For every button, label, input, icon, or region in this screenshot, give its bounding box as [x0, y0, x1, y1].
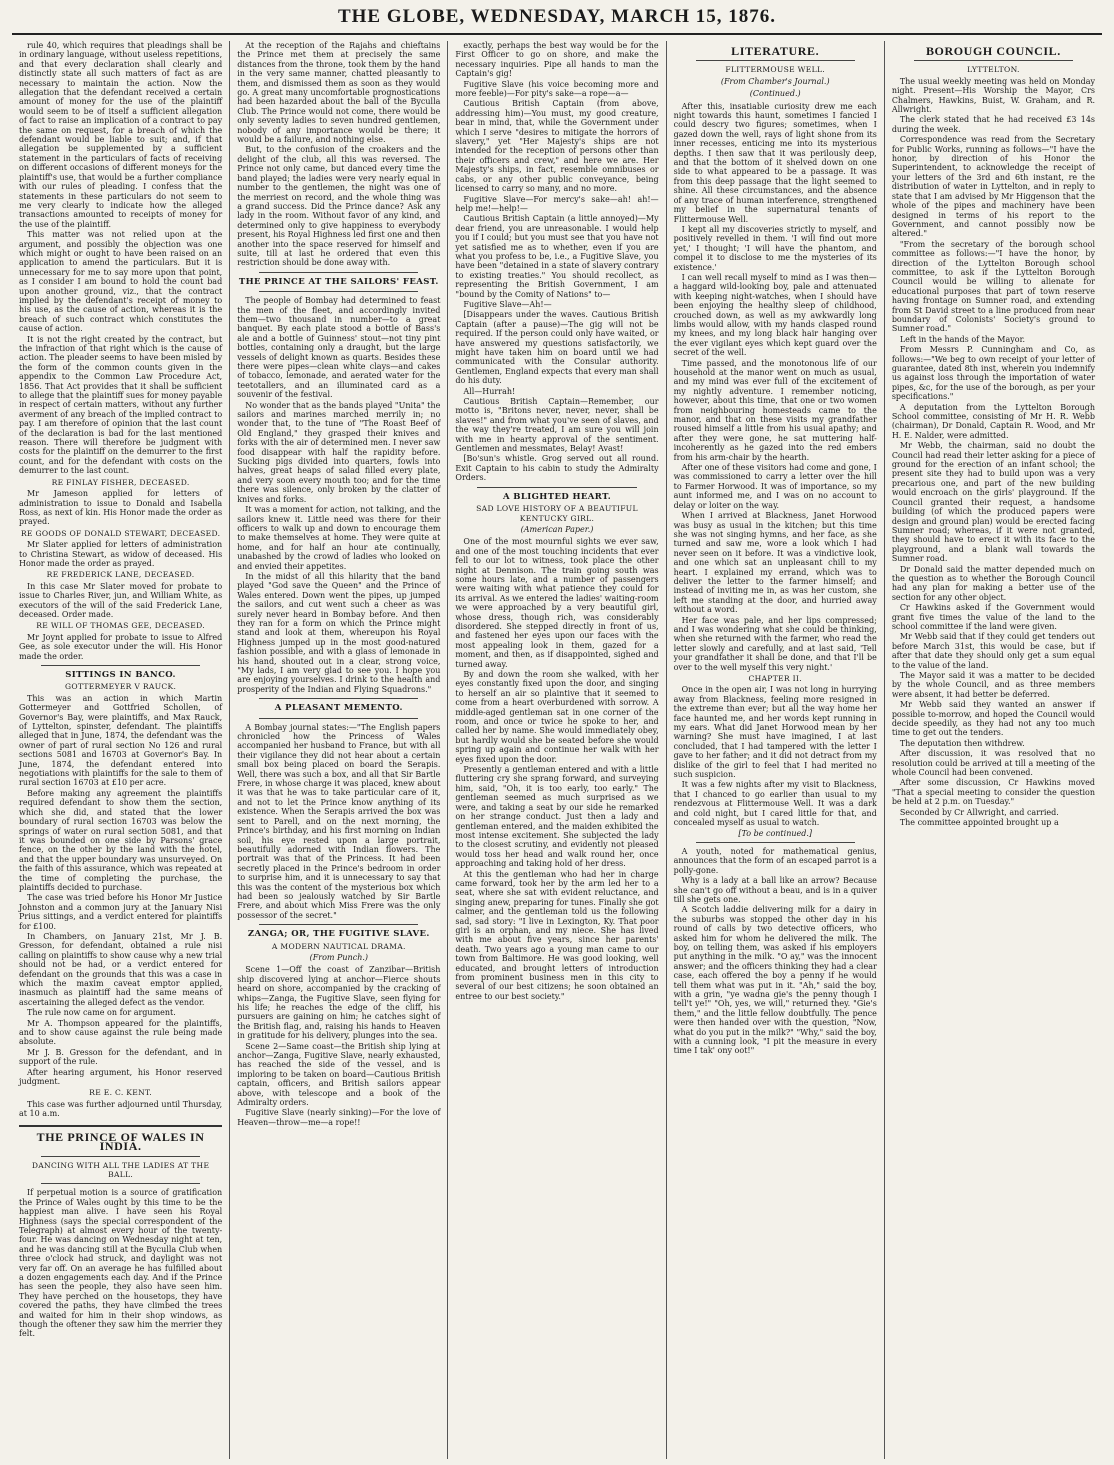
masthead-title: THE GLOBE, WEDNESDAY, MARCH 15, 1876.: [12, 6, 1102, 35]
section-heading-memento: A PLEASANT MEMENTO.: [274, 703, 403, 714]
section-heading-blighted-heart: A BLIGHTED HEART.: [502, 491, 612, 502]
article-paragraph: Scene 2—Same coast—the British ship lying at anchor—Zanga, Fugitive Slave, nearly exhausted, has reached the side of the vessel, and is imploring to be taken on board—Cautious British captain, officers, and British sailors appear above, with telescope and a book of the Admiralty orders.: [237, 1041, 441, 1108]
divider: [41, 1183, 200, 1184]
subheading-love-history: SAD LOVE HISTORY OF A BEAUTIFUL KENTUCKY GIRL.: [476, 504, 638, 523]
article-paragraph: Once in the open air, I was not long in hurrying away from Blackness, feeling more resigned in the extreme than ever; but all the way home her face haunted me, and her words kept running in my ears. What did Janet Horwood mean by her warning? She must have imagined, I at last concluded, that I had tampered with the letter I gave to her father; and it did not detract from my dislike of the girl to feel that I had merited no such suspicion.: [673, 685, 877, 780]
source-line: (From Chamber's Journal.): [720, 76, 830, 86]
article-paragraph: All—Hurrah!: [463, 386, 516, 396]
headline-prince-of-wales: THE PRINCE OF WALES IN INDIA.: [36, 1129, 205, 1154]
source-line: (From Punch.): [309, 952, 369, 962]
article-paragraph: This was an action in which Martin Gottermeyer and Gottfried Schollen, of Governor's Bay, were plaintiffs, and Max Rauck, of Lyttelton, spinster, defendant. The plaintiffs alleged that in June, 1874, the defendant was the owner of part of rural section No 126 and rural sections 5081 and 16703 at Governor's Bay. In June, 1874, the defendant entered into negotiations with plaintiffs for the sale to them of rural section 16703 at £10 per acre.: [19, 693, 223, 788]
article-paragraph: When I arrived at Blackness, Janet Horwood was busy as usual in the kitchen; but this time she was not singing hymns, and her face, as she turned and saw me, wore a look which I had never seen on it before. It was a vindictive look, and one which sat an unpleasant chill to my heart. I explained my errand, which was to deliver the letter to the farmer himself; and instead of inviting me in, as was her custom, she left me standing at the door, and hurried away without a word.: [673, 511, 877, 615]
article-paragraph: Presently a gentleman entered and with a little fluttering cry she sprang forward, and surveying him, said, "Oh, it is too early, too early." The gentleman seemed as much surprised as we were, and taking a seat by our side he remarked on her strange conduct. Just then a lady and gentleman entered, and the maiden exhibited the most intense excitement. She subjected the lady to the closest scrutiny, and evidently not pleased would toss her head and walk round her, once approaching and taking hold of her dress.: [455, 765, 659, 869]
article-paragraph: rule 40, which requires that pleadings shall be in ordinary language, without useless repetitions, and that every declaration shall clearly and distinctly state all such matters of fact as are necessary to maintain the action. Now the allegation that the defendant received a certain amount of money for the use of the plaintiff would seem to be of itself a sufficient allegation of fact to raise an implication of a contract to pay the same on request, for a breach of which the defendant would be liable to suit; and, if that allegation be supplemented by a sufficient statement in the particulars of facts of receiving on different occasions of different moneys for the plaintiff's use, that would be a further compliance with our rules of pleading. I confess that the statements in these particulars do not seem to me very clearly to indicate how the alleged transactions amounted to receipts of money for the use of the plaintiff.: [19, 41, 223, 229]
case-heading: RE E. C. KENT.: [89, 1088, 153, 1098]
article-paragraph: Mr Webb said they wanted an answer if possible to-morrow, and hoped the Council would decide speedily, as they had not any too much time to get out the tenders.: [891, 700, 1096, 738]
article-paragraph: A Bombay journal states:—"The English papers chronicled how the Princess of Wales accompanied her husband to France, but with all their vigilance they did not hear about a certain small box being placed on board the Serapis. Well, there was such a box, and all that Sir Bartle Frere, in whose charge it was placed, knew about it was that he was to take particular care of it, and not to let the Prince know anything of its existence. When the Serapis arrived the box was sent to Parell, and on the next morning, the Prince's birthday, and his first morning on Indian soil, his eye rested upon a large portrait, beautifully adorned with Indian flowers. The portrait was that of the Princess. It had been secretly placed in the Prince's bedroom in order to surprise him, and it is unnecessary to say that this was the content of the mysterious box which had been so jealously watched by Sir Bartle Frere, and about which Miss Frere was the only possessor of the secret.": [237, 722, 441, 920]
article-paragraph: [Bo'sun's whistle. Grog served out all round. Exit Captain to his cabin to study the Admiralty Orders.: [455, 454, 659, 483]
estate-paragraph: Mr Jameson applied for letters of administration to issue to Donald and Isabella Ross, as next of kin. His Honor made the order as prayed.: [19, 489, 223, 527]
column-3: [448, 41, 666, 1459]
article-paragraph: From Messrs P. Cunningham and Co, as follows:—"We beg to own receipt of your letter of guarantee, dated 8th inst, wherein you indemnify us against loss through the importation of water pipes, &c, for the use of the borough, as per your specifications.": [891, 345, 1096, 402]
article-paragraph: It was a moment for action, not talking, and the sailors knew it. Little need was there for their officers to walk up and down to encourage them to make themselves at home. They were quite at home, and for half an hour ate continually, unabashed by the crowd of ladies who looked on and envied their appetites.: [237, 505, 441, 571]
article-paragraph: No wonder that as the bands played "Unita" the sailors and marines marched merrily in; no wonder that, to the tune of "The Roast Beef of Old England," they grasped their knives and forks with the air of determined men. I never saw food disappear with half the rapidity before. Sucking pigs divided into quarters, fowls into halves, great heaps of salad filled every plate, and very soon every mouth too; and for the time there was silence, only broken by the clatter of knives and forks.: [237, 400, 441, 504]
article-paragraph: In Chambers, on January 21st, Mr J. B. Gresson, for defendant, obtained a rule nisi calling on plaintiffs to show cause why a new trial should not be had, or a verdict entered for defendant on the grounds that this was a case in which the maxim caveat emptor applied, inasmuch as plaintiff had the same means of ascertaining the alleged defect as the vendor.: [19, 931, 223, 1007]
source-line: (American Paper.): [520, 524, 594, 534]
divider: [259, 718, 418, 719]
article-paragraph: Fugitive Slave—For mercy's sake—ah! ah!—help me!—help!—: [455, 194, 659, 213]
article-paragraph: This case was further adjourned until Thursday, at 10 a.m.: [19, 1099, 223, 1119]
article-paragraph: The rule now came on for argument.: [27, 1008, 176, 1018]
article-paragraph: Fugitive Slave (his voice becoming more and more feeble)—For pity's sake—a rope—a—: [455, 79, 659, 99]
article-paragraph: After hearing argument, his Honor reserved judgment.: [19, 1067, 223, 1087]
article-paragraph: Correspondence was read from the Secretary for Public Works, running as follows—"I have the honor, by direction of his Honor the Superintendent, to acknowledge the receipt of your letters of the 3rd and 6th instant, re the distribution of water in Lyttelton, and in reply to state that I am advised by Mr Higgenson that the whole of the pipes and machinery have been designed in terms of his report to the Government, and cannot possibly now be altered.": [891, 135, 1096, 239]
article-paragraph: This matter was not relied upon at the argument, and possibly the objection was one which might or ought to have been raised on an application to amend the particulars. But it is unnecessary for me to say more upon that point, as I consider I am bound to hold the count bad upon another ground, viz., that the contract implied by the defendant's receipt of money to his use, as the cause of action, whereas it is the breach of such contract which constitutes the cause of action.: [19, 230, 223, 334]
column-1: [12, 41, 230, 1459]
article-paragraph: A Scotch laddie delivering milk for a dairy in the suburbs was stopped the other day in his round of calls by two detective officers, who asked him for whom he delivered the milk. The boy, on telling them, was asked if his employers put anything in the milk. "O ay," was the innocent answer; and the officers thinking they had a clear case, each offered the boy a penny if he would tell them what was put in it. "Ah," said the boy, with a grin, "ye wadna gie's the penny though I tell't ye!" "Oh, yes, we will," returned they. "Gie's them," and the little fellow doubtfully. The pence were then handed over with the question, "Now, what do you put in the milk?" "Why," said the boy, with a cunning look, "I pit the measure in every time I tak' ony oot!": [673, 905, 877, 1056]
section-heading-banco: SITTINGS IN BANCO.: [65, 670, 176, 680]
article-paragraph: Cr Hawkins asked if the Government would grant five times the value of the land to the school committee if the land were given.: [891, 603, 1096, 631]
estate-paragraph: In this case Mr Slater moved for probate to issue to Charles River, jun, and William White, as executors of the will of the said Frederick Lane, deceased. Order made.: [19, 581, 223, 619]
column-5: [885, 41, 1102, 1459]
article-paragraph: The clerk stated that he had received £3 14s during the week.: [891, 115, 1096, 134]
article-paragraph: One of the most mournful sights we ever saw, and one of the most touching incidents that ever fell to our lot to witness, took place the other night at Dennison. The train going south was some hours late, and a number of passengers were waiting with what patience they could for its arrival. As we entered the ladies' waiting-room we were approached by a very beautiful girl, whose dress, though rich, was considerably disordered. She stepped directly in front of us, and fastened her eyes upon our faces with the most appealing look in them, gazed for a moment, and then, as if disappointed, sighed and turned away.: [455, 537, 659, 669]
divider: [259, 698, 418, 699]
article-paragraph: At this the gentleman who had her in charge came forward, took her by the arm led her to a seat, where she sat with evident reluctance, and singing anew, preparing for tunes. Finally she got calmer, and the gentleman told us the following sad, sad story: "I live in Lexington, Ky. That poor girl is an orphan, and my niece. She has lived with me about five years, since her parents' death. Two years ago a young man came to our town from Baltimore. He was good looking, well educated, and brought letters of introduction from prominent business men in this city to several of our best citizens; he soon obtained an entree to our best society.": [455, 869, 659, 1001]
estate-paragraph: Mr Slater applied for letters of administration to Christina Stewart, as widow of deceased. His Honor made the order as prayed.: [19, 540, 223, 568]
article-paragraph: Cautious British Captain (from above, addressing him)—You must, my good creature, bear in mind, that, while the Government under which I serve "desires to mitigate the horrors of slavery," yet "Her Majesty's ships are not intended for the reception of persons other than their officers and crew," and here we are. Her Majesty's ships, in fact, resemble omnibuses or cabs, or any other public conveyance, being licensed to carry so many, and no more.: [455, 99, 659, 194]
estate-paragraph: Mr Joynt applied for probate to issue to Alfred Gee, as sole executor under the will. His Honor made the order.: [19, 632, 223, 661]
article-paragraph: By and down the room she walked, with her eyes constantly fixed upon the door, and singing to herself an air so plaintive that it seemed to come from a heart overburdened with sorrow. A middle-aged gentleman sat in one corner of the room, and once or twice he spoke to her, and called her by name. She would immediately obey, but hardly would she be seated before she would spring up again and continue her walk with her eyes fixed upon the door.: [455, 670, 659, 764]
subheading-drama: A MODERN NAUTICAL DRAMA.: [271, 941, 406, 951]
article-paragraph: It is not the right created by the contract, but the infraction of that right which is the cause of action. The pleader seems to have been misled by the form of the common counts given in the appendix to the Common Law Procedure Act, 1856. That Act provides that it shall be sufficient to allege that the plaintiff sues for money payable in respect of certain matters, without any further averment of any breach of the implied contract to pay. I am therefore of opinion that the last count of the declaration is bad for the last mentioned reason. There will therefore be judgment with costs for the plaintiff on the demurrer to the first count, and for the defendant with costs on the demurrer to the last count.: [19, 334, 223, 476]
subheadline-dancing: DANCING WITH ALL THE LADIES AT THE BALL.: [31, 1160, 210, 1179]
divider: [259, 291, 418, 292]
article-paragraph: I kept all my discoveries strictly to myself, and positively revelled in them. 'I will find out more yet,' I thought; 'I will have the phantom, and compel it to disclose to me the mysteries of its existence.': [673, 224, 877, 272]
article-paragraph: The case was tried before his Honor Mr Justice Johnston and a common jury at the January Nisi Prius sittings, and a verdict entered for plaintiffs for £100.: [19, 893, 223, 931]
article-paragraph: Left in the hands of the Mayor.: [899, 334, 1026, 344]
article-paragraph: The deputation then withdrew.: [899, 738, 1025, 748]
article-paragraph: Her face was pale, and her lips compressed; and I was wondering what she could be thinking, when she returned with the farmer, who read the letter slowly and carefully, and at last said, 'Tell your grandfather it shall be done, and that I'll be over to the well myself this very night.': [673, 615, 877, 672]
article-paragraph: I can well recall myself to mind as I was then—a haggard wild-looking boy, pale and attenuated with keeping night-watches, when I should have been enjoying the healthy sleep of childhood, crouched down, as well as my awkwardly long limbs would allow, with my hands clasped round my knees, and my long black hair hanging over the ever vigilant eyes which kept guard over the secret of the well.: [673, 272, 877, 358]
chapter-heading: CHAPTER II.: [748, 674, 802, 683]
estate-heading: RE FINLAY FISHER, DECEASED.: [51, 477, 190, 487]
article-paragraph: Why is a lady at a ball like an arrow? Because she can't go off without a beau, and is in a quiver till she gets one.: [673, 876, 877, 904]
article-paragraph: The Mayor said it was a matter to be decided by the whole Council, and as three members were absent, it had better be deferred.: [891, 671, 1096, 699]
article-paragraph: "From the secretary of the borough school committee as follows:—"I have the honor, by direction of the Lyttelton Borough school committee, to ask if the Lyttelton Borough Council would be willing to alienate for educational purposes that part of town reserve having frontage on Sumner road, and extending from St David street to a line produced from near boundary of Colonists' Society's ground to Sumner road.": [891, 239, 1096, 334]
divider: [696, 842, 855, 843]
article-paragraph: After one of these visitors had come and gone, I was commissioned to carry a letter over the hill to Farmer Horwood. It was of importance, so my aunt informed me, and I was on no account to delay or loiter on the way.: [673, 463, 877, 510]
article-paragraph: Cautious British Captain—Remember, our motto is, "Britons never, never, never, shall be slaves!" and from what you've seen of slaves, and the way they're treated, I am sure you will join with me in hearty approval of the sentiment. Gentlemen and messmates, Belay! Avast!: [455, 397, 659, 454]
article-paragraph: After some discussion, Cr Hawkins moved "That a special meeting to consider the question be held at 2 p.m. on Tuesday.": [891, 778, 1096, 807]
divider: [259, 272, 418, 273]
article-paragraph: Mr A. Thompson appeared for the plaintiffs, and to show cause against the rule being made absolute.: [19, 1018, 223, 1047]
article-paragraph: Dr Donald said the matter depended much on the question as to whether the Borough Council had any plan for making a better use of the section for any other object.: [891, 564, 1096, 602]
article-paragraph: The usual weekly meeting was held on Monday night. Present—His Worship the Mayor, Crs Chalmers, Hawkins, Buist, W. Graham, and R. Allwright.: [891, 76, 1096, 115]
column-2: [230, 41, 448, 1459]
article-paragraph: A youth, noted for mathematical genius, announces that the form of an escaped parrot is a polly-gone.: [673, 846, 877, 875]
estate-heading: RE GOODS OF DONALD STEWART, DECEASED.: [20, 528, 221, 538]
column-4: [667, 41, 885, 1459]
article-paragraph: [Disappears under the waves. Cautious British Captain (after a pause)—The gig will not be required. If the person could only have waited, or have answered my questions satisfactorily, we might have taken him on board until we had communicated with the Consular authority. Gentlemen, England expects that every man shall do his duty.: [455, 310, 659, 386]
section-heading-literature: LITERATURE.: [731, 44, 820, 58]
estate-heading: RE FREDERICK LANE, DECEASED.: [46, 570, 195, 580]
article-paragraph: But, to the confusion of the croakers and the delight of the club, all this was reversed. The Prince not only came, but danced every time the band played; the ladies were very nearly equal in number to the gentlemen, the night was one of the merriest on record, and the whole thing was a grand success. Did the Prince dance? Ask any lady in the room. Without favor of any kind, and determined only to give happiness to everybody present, his Royal Highness led first one and then another into the space reserved for himself and suite, till at last he ordered that even this restriction should be done away with.: [237, 145, 441, 268]
divider: [477, 487, 636, 488]
article-paragraph: After this, insatiable curiosity drew me each night towards this haunt, sometimes I fancied I could descry two figures; sometimes, when I gazed down the well, rays of light shone from its inner recesses, enticing me into its mysterious depths. I then saw that it was perilously deep, and that the bottom of it shelved down on one side to what appeared to be a passage. It was from this deep passage that the light seemed to shine. All these circumstances, and the absence of any trace of human interference, strengthened my belief in the supernatural tenants of Flittermouse Well.: [673, 101, 877, 224]
place-heading: LYTTELTON.: [967, 65, 1020, 75]
article-paragraph: exactly, perhaps the best way would be for the First Officer to go on shore, and make the necessary inquiries. Pipe all hands to man the Captain's gig!: [455, 41, 659, 79]
divider: [19, 1125, 222, 1127]
estate-heading: RE WILL OF THOMAS GEE, DECEASED.: [36, 621, 205, 631]
divider: [914, 60, 1073, 61]
article-paragraph: Seconded by Cr Allwright, and carried.: [899, 807, 1059, 817]
article-paragraph: Time passed, and the monotonous life of our household at the manor went on much as usual, and my mind was ever full of the excitement of my nightly adventure. I remember noticing, however, about this time, that one or two women from neighbouring homesteads came to the manor, and that on these visits my grandfather roused himself a little from his usual apathy; and after they were gone, he sat muttering half-incoherently as he gazed into the red embers from his arm-chair by the hearth.: [673, 358, 877, 462]
article-paragraph: Mr J. B. Gresson for the defendant, and in support of the rule.: [19, 1047, 223, 1067]
article-paragraph: Mr Webb said that if they could get tenders out before March 31st, this would be case, but if after that date they should only get a sum equal to the value of the land.: [891, 632, 1096, 670]
divider: [41, 665, 200, 666]
article-paragraph: In the midst of all this hilarity that the band played "God save the Queen" and the Prince of Wales entered. Down went the pipes, up jumped the sailors, and cut went such a cheer as was surely never heard in Bombay before. And then they ran for a form on which the Prince might stand and look at them, whereupon his Royal Highness jumped up in the most good-natured fashion possible, and with a glass of lemonade in his hand, shouted out in a clear, strong voice, "My lads, I am very glad to see you. I hope you are enjoying yourselves. I drink to the health and prosperity of the Indian and Flying Squadrons.": [237, 571, 441, 694]
section-heading-borough-council: BOROUGH COUNCIL.: [925, 44, 1061, 58]
article-paragraph: Before making any agreement the plaintiffs required defendant to show them the section, which she did, and stated that the lower boundary of rural section 16703 was below the springs of water on rural section 5081, and that it was bounded on one side by Parsons' grace fence, on the other by the land with the hotel, and that the upper boundary was unsurveyed. On the faith of this assurance, which was repeated at the time of completing the purchase, the plaintiffs decided to purchase.: [19, 788, 223, 892]
section-heading-zanga: ZANGA; OR, THE FUGITIVE SLAVE.: [247, 929, 430, 940]
article-paragraph: A deputation from the Lyttelton Borough School committee, consisting of Mr H. R. Webb (chairman), Dr Donald, Captain R. Wood, and Mr H. E. Nalder, were admitted.: [891, 402, 1096, 440]
article-paragraph: Cautious British Captain (a little annoyed)—My dear friend, you are unreasonable. I would help you if I could; but you must see that you have not yet satisfied me as to whether, even if you are what you profess to be, i.e., a Fugitive Slave, you have been "detained in a state of slavery contrary to existing treaties." You should recollect, as representing the British Government, I am "bound by the Comity of Nations" to—: [455, 214, 659, 299]
article-paragraph: After discussion, it was resolved that no resolution could be arrived at till a meeting of the whole Council had been convened.: [891, 749, 1096, 778]
divider: [696, 60, 855, 61]
case-heading: GOTTERMEYER V RAUCK.: [64, 682, 177, 692]
section-heading-feast: THE PRINCE AT THE SAILORS' FEAST.: [238, 276, 439, 287]
article-paragraph: It was a few nights after my visit to Blackness, that I chanced to go earlier than usual to my rendezvous at Flittermouse Well. It was a dark and cold night, but I cared little for that, and concealed myself as usual to watch.: [673, 780, 877, 828]
article-paragraph: At the reception of the Rajahs and chieftains the Prince met them at precisely the same distances from the throne, took them by the hand in the very same manner, chatted pleasantly to them, and dismissed them as soon as they would go. A great many uncomfortable prognostications had been hazarded about the ball of the Byculla Club. The Prince would not come, there would be only seventy ladies to seven hundred gentlemen, nobody of any importance would be there; it would be a failure, and nothing else.: [237, 41, 441, 145]
article-paragraph: Mr Webb, the chairman, said no doubt the Council had read their letter asking for a piece of ground for the erection of an infant school; the present site they had to build upon was a very precarious one, and part of the new building would encroach on the girls' playground. If the Council granted their request, a handsome building (of which the produced papers were design and ground plan) would be erected facing Sumner road; whereas, if it were not granted, they should have to erect it with its face to the playground, and a blank wall towards the Sumner road.: [891, 441, 1096, 564]
columns: [12, 41, 1102, 1459]
continued-note: (Continued.): [749, 89, 801, 99]
article-paragraph: The committee appointed brought up a: [899, 818, 1059, 828]
article-paragraph: If perpetual motion is a source of gratification the Prince of Wales ought by this time to be the happiest man alive. I have seen his Royal Highness (says the special correspondent of the Telegraph) at almost every hour of the twenty-four. He was dancing on Wednesday night at ten, and he was dancing still at the Byculla Club when three o'clock had struck, and daylight was not very far off. On an average he has fulfilled about a dozen engagements each day. And if the Prince has seen the people, they also have seen him. They have perched on the housetops, they have covered the paths, they have climbed the trees and waited for him in their shop windows, as though the oftener they saw him the merrier they felt.: [19, 1188, 223, 1339]
article-paragraph: The people of Bombay had determined to feast the men of the fleet, and accordingly invited them—two thousand in number—to a great banquet. By each plate stood a bottle of Bass's ale and a bottle of Guinness' stout—not tiny pint bottles, containing only a draught, but the large vessels of delight known as quarts. Besides these there were pipes—clean white clays—and cakes of tobacco, lemonade, and aerated water for the teetotallers, and an illuminated card as a souvenir of the festival.: [237, 296, 441, 400]
article-paragraph: Fugitive Slave—Ah!—: [463, 299, 552, 309]
article-paragraph: Scene 1—Off the coast of Zanzibar—British ship discovered lying at anchor—Fierce shouts heard on shore, accompanied by the cracking of whips—Zanga, the Fugitive Slave, seen flying for his life; he reaches the edge of the cliff, his pursuers are gaining on him; he catches sight of the British flag, and, raising his hands to Heaven in gratitude for his delivery, plunges into the sea.: [237, 965, 441, 1041]
article-paragraph: Fugitive Slave (nearly sinking)—For the love of Heaven—throw—me—a rope!!: [237, 1108, 441, 1127]
divider: [41, 1156, 200, 1157]
story-title: FLITTERMOUSE WELL.: [725, 65, 826, 75]
divider: [259, 924, 418, 925]
to-be-continued-note: [To be continued.]: [738, 828, 813, 838]
